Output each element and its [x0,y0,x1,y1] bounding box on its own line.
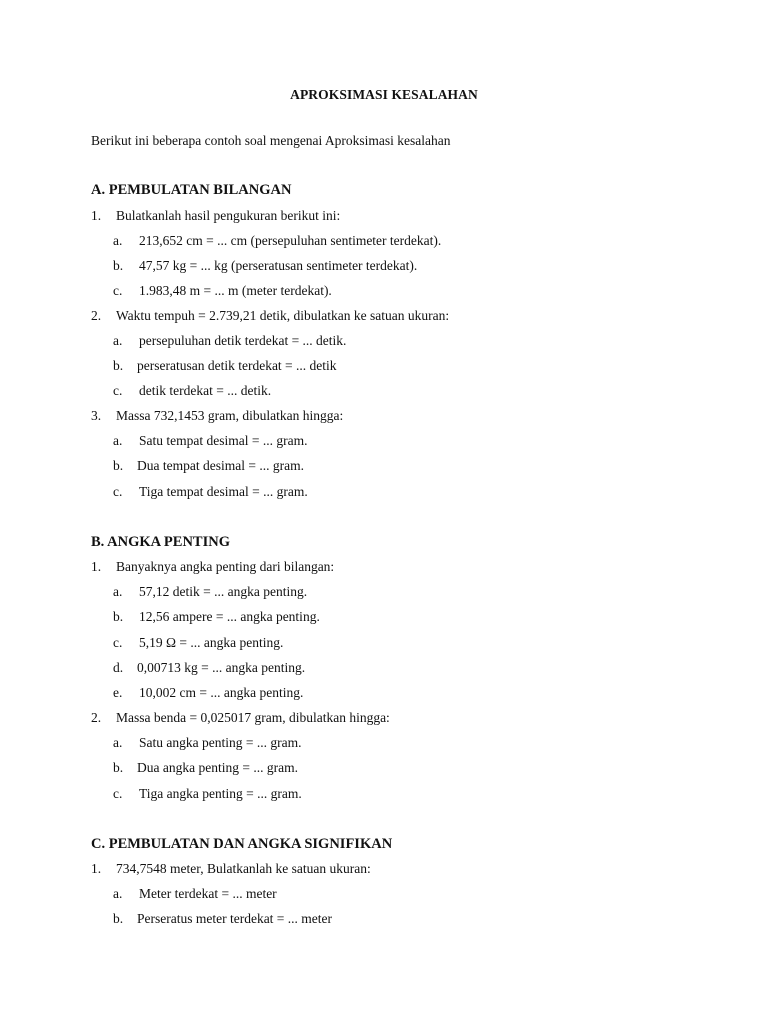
item-text: 0,00713 kg = ... angka penting. [137,660,306,675]
item-text: 1.983,48 m = ... m (meter terdekat). [139,283,332,298]
document-title: APROKSIMASI KESALAHAN [290,87,478,102]
item-letter: e. [113,685,123,700]
section-heading-a: A. PEMBULATAN BILANGAN [91,182,292,198]
intro-text: Berikut ini beberapa contoh soal mengenai Aproksimasi kesalahan [91,133,451,148]
item-letter: b. [113,911,124,926]
question-number: 2. [91,710,102,725]
question-text: Waktu tempuh = 2.739,21 detik, dibulatkan ke satuan ukuran: [116,308,450,323]
item-letter: b. [113,760,124,775]
item-text: 57,12 detik = ... angka penting. [139,584,308,599]
item-text: 12,56 ampere = ... angka penting. [139,609,320,624]
item-text: Satu tempat desimal = ... gram. [139,433,308,448]
item-letter: c. [113,484,123,499]
item-text: 10,002 cm = ... angka penting. [139,685,304,700]
item-text: perseratusan detik terdekat = ... detik [137,358,337,373]
item-text: Satu angka penting = ... gram. [139,735,302,750]
item-text: Tiga tempat desimal = ... gram. [139,484,308,499]
item-text: Dua angka penting = ... gram. [137,760,298,775]
item-letter: b. [113,258,124,273]
question-text: 734,7548 meter, Bulatkanlah ke satuan ukuran: [116,861,371,876]
question-text: Banyaknya angka penting dari bilangan: [116,559,335,574]
question-number: 1. [91,208,102,223]
item-letter: a. [113,735,123,750]
section-heading-b: B. ANGKA PENTING [91,534,230,550]
item-text: Meter terdekat = ... meter [139,886,277,901]
item-letter: b. [113,609,124,624]
item-letter: a. [113,584,123,599]
question-text: Massa benda = 0,025017 gram, dibulatkan hingga: [116,710,390,725]
item-letter: b. [113,458,124,473]
item-letter: a. [113,233,123,248]
question-number: 1. [91,861,102,876]
item-letter: c. [113,786,123,801]
item-letter: d. [113,660,124,675]
item-letter: c. [113,635,123,650]
item-letter: c. [113,283,123,298]
item-letter: a. [113,333,123,348]
item-text: 47,57 kg = ... kg (perseratusan sentimeter terdekat). [139,258,418,273]
item-text: persepuluhan detik terdekat = ... detik. [139,333,347,348]
question-number: 1. [91,559,102,574]
question-number: 2. [91,308,102,323]
item-text: Tiga angka penting = ... gram. [139,786,302,801]
item-letter: c. [113,383,123,398]
question-text: Massa 732,1453 gram, dibulatkan hingga: [116,408,344,423]
question-text: Bulatkanlah hasil pengukuran berikut ini: [116,208,341,223]
item-text: detik terdekat = ... detik. [139,383,272,398]
item-letter: a. [113,433,123,448]
section-heading-c: C. PEMBULATAN DAN ANGKA SIGNIFIKAN [91,836,393,852]
item-text: 213,652 cm = ... cm (persepuluhan sentimeter terdekat). [139,233,442,248]
item-text: 5,19 Ω = ... angka penting. [139,635,284,650]
item-letter: b. [113,358,124,373]
item-text: Dua tempat desimal = ... gram. [137,458,304,473]
item-letter: a. [113,886,123,901]
item-text: Perseratus meter terdekat = ... meter [137,911,333,926]
question-number: 3. [91,408,102,423]
